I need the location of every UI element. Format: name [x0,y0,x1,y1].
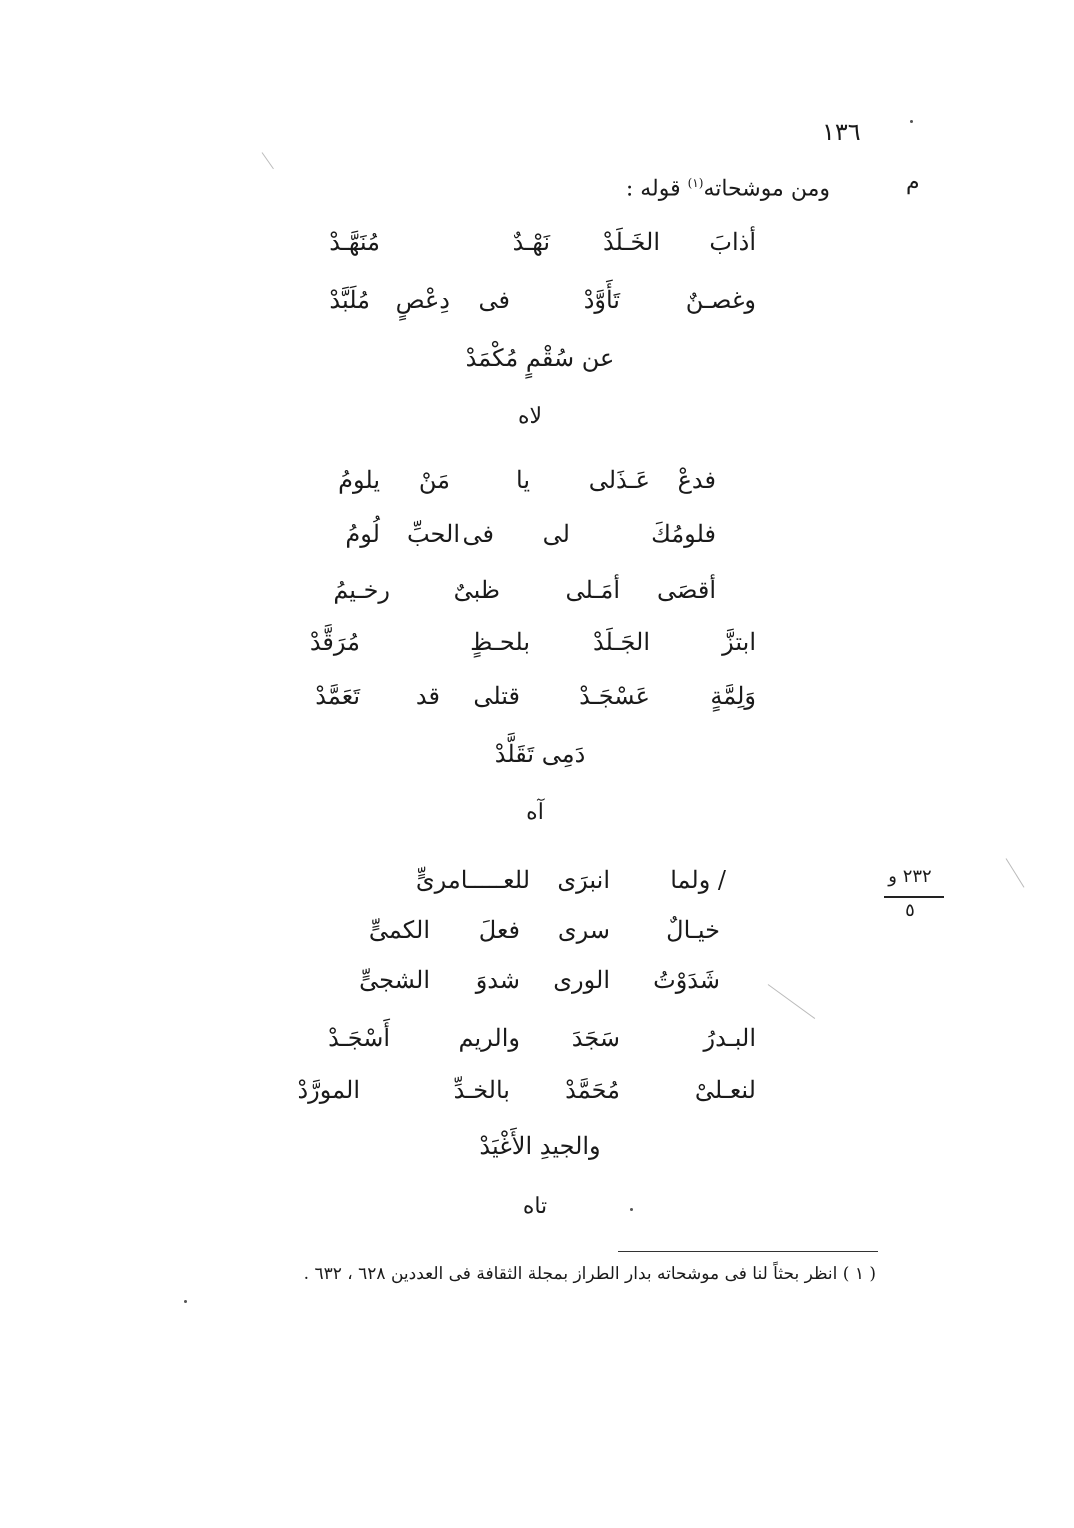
verse-word: المورَّدْ [297,1076,360,1104]
verse-word: وغصـنٌ [685,286,756,314]
verse-word: أَسْجَـدْ [328,1024,390,1052]
verse-word: لنعـلىْ [694,1076,756,1104]
verse-line [300,466,720,506]
verse-word: ظبىٌ [453,576,500,604]
verse-line [280,228,760,268]
verse-word: بلحـظٍ [470,628,530,656]
verse-word: البـدرُ [703,1024,756,1052]
verse-word: مُرَقَّدْ [309,628,360,656]
verse-word: فعلَ [478,916,520,944]
page-number: ١٣٦ [822,118,861,146]
intro-line [625,176,830,202]
verse-word: عَسْجَـدْ [579,682,650,710]
verse-word: دِعْصٍ [395,286,450,314]
verse-word: الجَـلَدْ [592,628,650,656]
verse-word: فدعْ [677,466,716,494]
verse-word: الشجىٍّ [359,966,430,994]
verse-word: قد [415,682,440,710]
intro-suffix: قوله : [625,176,681,202]
verse-word: انبرَى [557,866,610,894]
verse-line [330,966,730,1006]
stanza-closing: والجيدِ الأَغْيَدْ [479,1132,601,1160]
verse-line [290,1024,760,1064]
verse-word: خيـالٌ [666,916,720,944]
verse-word: سرى [557,916,610,944]
footnote-rule [618,1251,878,1252]
verse-word: لُومُ [345,520,380,548]
scan-stroke [1006,858,1025,887]
verse-word: الخَـلَدْ [602,228,660,256]
verse-word: أقصَى [657,576,716,604]
verse-word: شَدَوْتُ [653,966,720,994]
verse-word: والريم [458,1024,520,1052]
scan-speck [184,1300,187,1303]
verse-word: يا [516,466,530,494]
stanza-closing: عن سُقْمٍ مُكْمَدْ [465,344,615,372]
verse-word: أمَـلى [565,576,620,604]
verse-line [280,286,760,326]
verse-word: وَلِمَّةٍ [710,682,756,710]
verse-word: عَـذَلى [588,466,650,494]
scan-speck [910,120,913,123]
verse-word: نَهْـدٌ [512,228,550,256]
margin-folio-note: ٢٣٢ و [888,866,932,887]
verse-word: لى [542,520,570,548]
verse-word: الكمىٍّ [368,916,430,944]
scan-speck [630,1208,633,1211]
footnote-ref: (١) [687,176,704,190]
scan-stroke [768,984,816,1019]
verse-word: يلومُ [338,466,380,494]
refrain: تاه [522,1194,548,1219]
verse-word: تَعَمَّدْ [315,682,360,710]
verse-word: فى [462,520,494,548]
verse-line [280,682,760,722]
verse-word: فى [478,286,510,314]
margin-folio-number: ٥ [905,900,915,921]
verse-word: مُنَهَّـدْ [329,228,380,256]
verse-word: / ولما [670,866,726,894]
refrain: لاه [517,404,543,429]
verse-word: شدوَ [475,966,520,994]
verse-word: الحبِّ [406,520,460,548]
margin-rule [884,896,944,898]
verse-line [300,576,720,616]
verse-line [290,1076,760,1116]
verse-word: فلومُكَ [651,520,716,548]
stanza-closing: دَمِى تَقَلَّدْ [494,740,586,768]
verse-line [300,520,720,560]
verse-word: رخـيمُ [333,576,390,604]
refrain: آه [526,800,544,825]
verse-word: مُحَمَّدْ [565,1076,620,1104]
footnote: ( ١ ) انظر بحثاً لنا فى موشحاته بدار الطراز بمجلة الثقافة فى العددين ٦٢٨ ، ٦٣٢ . [303,1264,876,1284]
verse-line [330,916,730,956]
corner-mark: م [906,170,920,195]
verse-word: قتلى [473,682,520,710]
verse-word: الورى [553,966,610,994]
verse-word: مَنْ [418,466,450,494]
intro-text: ومن موشحاته [703,176,830,202]
verse-word: بالخـدِّ [453,1076,510,1104]
scan-stroke [262,152,274,169]
verse-word: للعـــــامرىٍّ [415,866,530,894]
verse-line [330,866,730,906]
verse-word: تَأَوَّدْ [583,286,620,314]
verse-word: مُلَبَّدْ [329,286,370,314]
verse-word: ابتزَّ [722,628,756,656]
verse-line [280,628,760,668]
verse-word: أذابَ [709,228,756,256]
verse-word: سَجَدَ [571,1024,620,1052]
